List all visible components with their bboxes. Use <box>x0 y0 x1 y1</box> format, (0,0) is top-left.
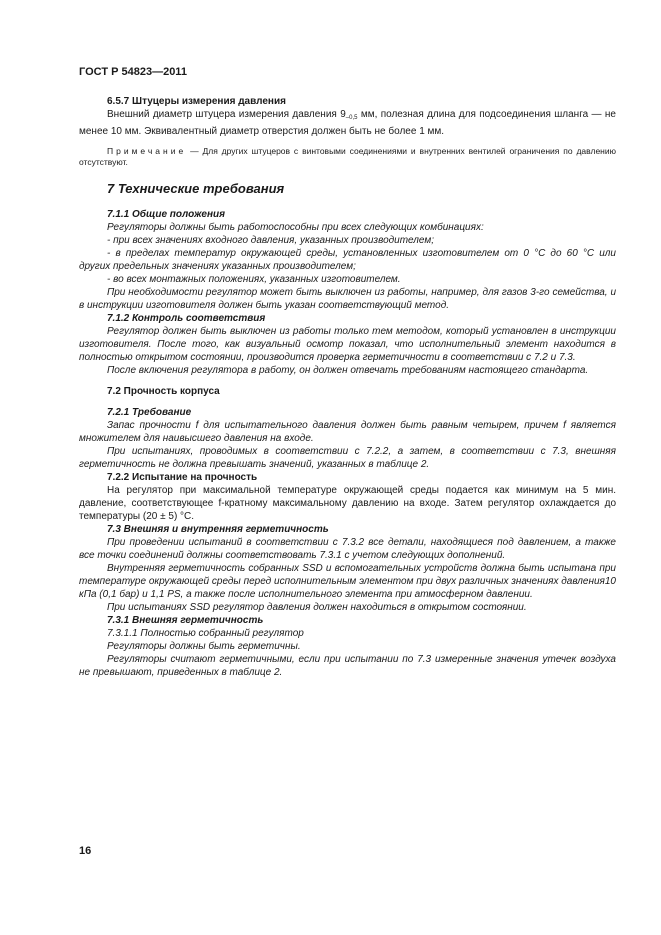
paragraph: При испытаниях, проводимых в соответствии с 7.2.2, а затем, в соответствии с 7.3, внешняя герметичность не должна превышать значений, указанных в таблице 2. <box>79 446 616 470</box>
note-text: — Для других штуцеров с винтовыми соединениями и внутренних вентилей ограничения по давлению отсутствуют. <box>79 146 616 167</box>
section-7-2-2-heading: 7.2.2 Испытание на прочность <box>107 472 258 483</box>
text-part: Внешний диаметр штуцера измерения давления 9 <box>107 109 346 120</box>
paragraph: При необходимости регулятор может быть выключен из работы, например, для газов 3-го семейства, и в инструкции изготовителя должен быть указан соответствующий метод. <box>79 287 616 311</box>
paragraph: Регуляторы считают герметичными, если при испытании по 7.3 измеренные значения утечек воздуха не превышают, приведенных в таблице 2. <box>79 654 616 678</box>
section-7-2-1-heading: 7.2.1 Требование <box>107 407 192 418</box>
section-6-5-7-text <box>79 108 616 138</box>
paragraph: Внутренняя герметичность собранных SSD и вспомогательных устройств должна быть испытана при температуре окружающей среды перед исполнительным элементом при двух различных значениях давления10 кПа (0,1 бар) и 1,1 PS, а также после исполнительного элемента при атмосферном давлении. <box>79 563 616 600</box>
paragraph: При испытаниях SSD регулятор давления должен находиться в открытом состоянии. <box>107 602 527 613</box>
paragraph: После включения регулятора в работу, он должен отвечать требованиям настоящего стандарта. <box>107 365 589 376</box>
section-7-3-heading: 7.3 Внешняя и внутренняя герметичность <box>107 524 329 535</box>
text-part: мм, полезная длина для подсоединения шланга — не менее 10 мм. Эквивалентный диаметр отверстия должен быть не более 1 мм. <box>79 109 616 137</box>
paragraph: Запас прочности f для испытательного давления должен быть равным четырем, причем f является множителем для наивысшего давления на входе. <box>79 420 616 444</box>
paragraph: Регуляторы должны быть работоспособны при всех следующих комбинациях: <box>107 222 484 233</box>
section-7-1-1-heading: 7.1.1 Общие положения <box>107 209 226 220</box>
tolerance-subscript: –0,5 <box>345 115 358 121</box>
document-header: ГОСТ Р 54823—2011 <box>79 66 187 78</box>
paragraph: При проведении испытаний в соответствии с 7.3.2 все детали, находящиеся под давлением, а также все точки соединений должны соответствовать 7.3.1 с учетом следующих дополнений. <box>79 537 616 561</box>
page-content <box>79 95 616 679</box>
note <box>79 146 616 168</box>
section-7-1-2-heading: 7.1.2 Контроль соответствия <box>107 313 266 324</box>
list-item: - в пределах температур окружающей среды, установленных изготовителем от 0 °С до 60 °С или других предельных значениях указанных производителем; <box>79 248 616 272</box>
section-6-5-7-heading: 6.5.7 Штуцеры измерения давления <box>107 96 286 107</box>
list-item: - при всех значениях входного давления, указанных производителем; <box>107 235 435 246</box>
list-item: - во всех монтажных положениях, указанных изготовителем. <box>107 274 401 285</box>
subsection-7-3-1-1: 7.3.1.1 Полностью собранный регулятор <box>107 628 304 639</box>
note-label: Примечание <box>107 146 187 156</box>
paragraph: Регулятор должен быть выключен из работы только тем методом, который установлен в инструкции изготовителя. После того, как визуальный осмотр показал, что исполнительный элемент находится в полностью открытом состоянии, производится проверка герметичности в соответствии с 7.2 и 7.3. <box>79 326 616 363</box>
section-7-2-heading: 7.2 Прочность корпуса <box>107 386 220 397</box>
page-number: 16 <box>79 845 92 857</box>
section-7-3-1-heading: 7.3.1 Внешняя герметичность <box>107 615 264 626</box>
paragraph: На регулятор при максимальной температуре окружающей среды подается как минимум на 5 мин. давление, соответствующее f-кратному максимальному давлению на входе. Затем регулятор охлаждается до температуры (20 ± 5) °С. <box>79 485 616 522</box>
paragraph: Регуляторы должны быть герметичны. <box>107 641 301 652</box>
section-7-heading: 7 Технические требования <box>107 181 285 196</box>
